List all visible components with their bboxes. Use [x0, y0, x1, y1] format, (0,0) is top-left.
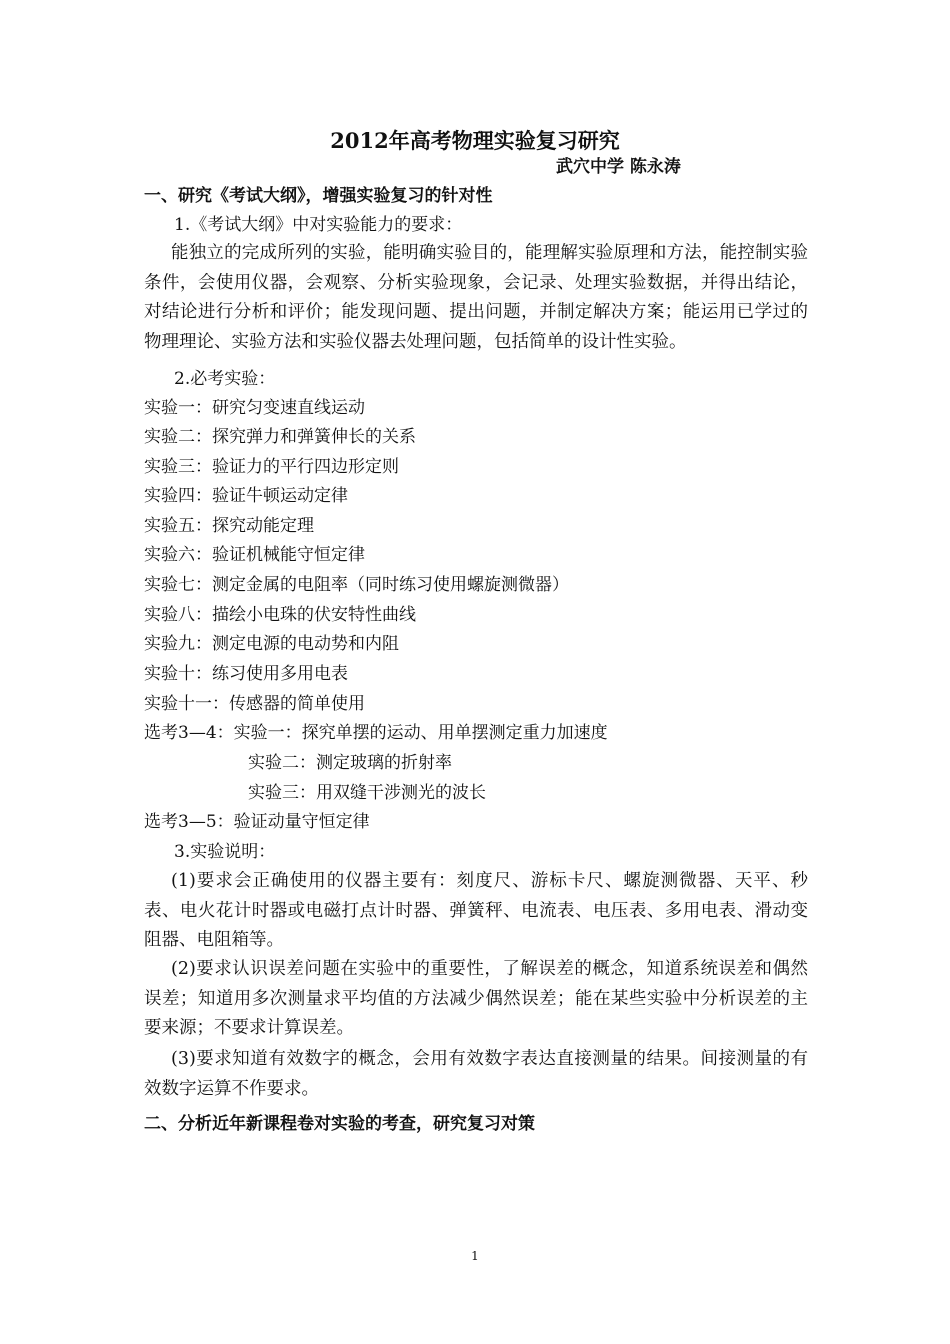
page-number: 1: [471, 1249, 479, 1263]
elective-item: 实验二：测定玻璃的折射率: [248, 753, 452, 773]
elective-item: 选考3—4：实验一：探究单摆的运动、用单摆测定重力加速度: [144, 723, 608, 743]
experiment-item: 实验一：研究匀变速直线运动: [144, 398, 365, 418]
elective-item: 选考3—5：验证动量守恒定律: [144, 812, 370, 832]
note-paragraph: (1)要求会正确使用的仪器主要有：刻度尺、游标卡尺、螺旋测微器、天平、秒表、电火花计时器或电磁打点计时器、弹簧秤、电流表、电压表、多用电表、滑动变阻器、电阻箱等。: [144, 871, 808, 950]
experiment-item: 实验十：练习使用多用电表: [144, 664, 348, 684]
item-3-heading: 3.实验说明：: [174, 842, 276, 862]
item-1-heading: 1.《考试大纲》中对实验能力的要求：: [174, 215, 463, 235]
section-1-heading: 一、研究《考试大纲》，增强实验复习的针对性: [144, 186, 493, 206]
experiment-item: 实验四：验证牛顿运动定律: [144, 486, 348, 506]
elective-item: 实验三：用双缝干涉测光的波长: [248, 783, 486, 803]
document-author: 武穴中学 陈永涛: [556, 157, 681, 177]
experiment-item: 实验八：描绘小电珠的伏安特性曲线: [144, 605, 416, 625]
experiment-item: 实验九：测定电源的电动势和内阻: [144, 634, 399, 654]
experiment-item: 实验五：探究动能定理: [144, 516, 314, 536]
experiment-item: 实验六：验证机械能守恒定律: [144, 545, 365, 565]
experiment-item: 实验二：探究弹力和弹簧伸长的关系: [144, 427, 416, 447]
section-2-heading: 二、分析近年新课程卷对实验的考查，研究复习对策: [144, 1114, 535, 1134]
document-title: 2012年高考物理实验复习研究: [330, 128, 620, 153]
experiment-item: 实验十一：传感器的简单使用: [144, 694, 365, 714]
note-paragraph: (3)要求知道有效数字的概念，会用有效数字表达直接测量的结果。间接测量的有效数字运算不作要求。: [144, 1049, 808, 1099]
experiment-item: 实验七：测定金属的电阻率（同时练习使用螺旋测微器）: [144, 575, 569, 595]
experiment-item: 实验三：验证力的平行四边形定则: [144, 457, 399, 477]
note-paragraph: (2)要求认识误差问题在实验中的重要性，了解误差的概念，知道系统误差和偶然误差；知道用多次测量求平均值的方法减少偶然误差；能在某些实验中分析误差的主要来源；不要求计算误差。: [144, 959, 808, 1038]
item-2-heading: 2.必考实验：: [174, 369, 276, 389]
item-1-body: 能独立的完成所列的实验，能明确实验目的，能理解实验原理和方法，能控制实验条件，会使用仪器，会观察、分析实验现象，会记录、处理实验数据，并得出结论，对结论进行分析和评价；能发现问题、提出问题，并制定解决方案；能运用已学过的物理理论、实验方法和实验仪器去处理问题，包括简单的设计性实验。: [144, 243, 808, 352]
